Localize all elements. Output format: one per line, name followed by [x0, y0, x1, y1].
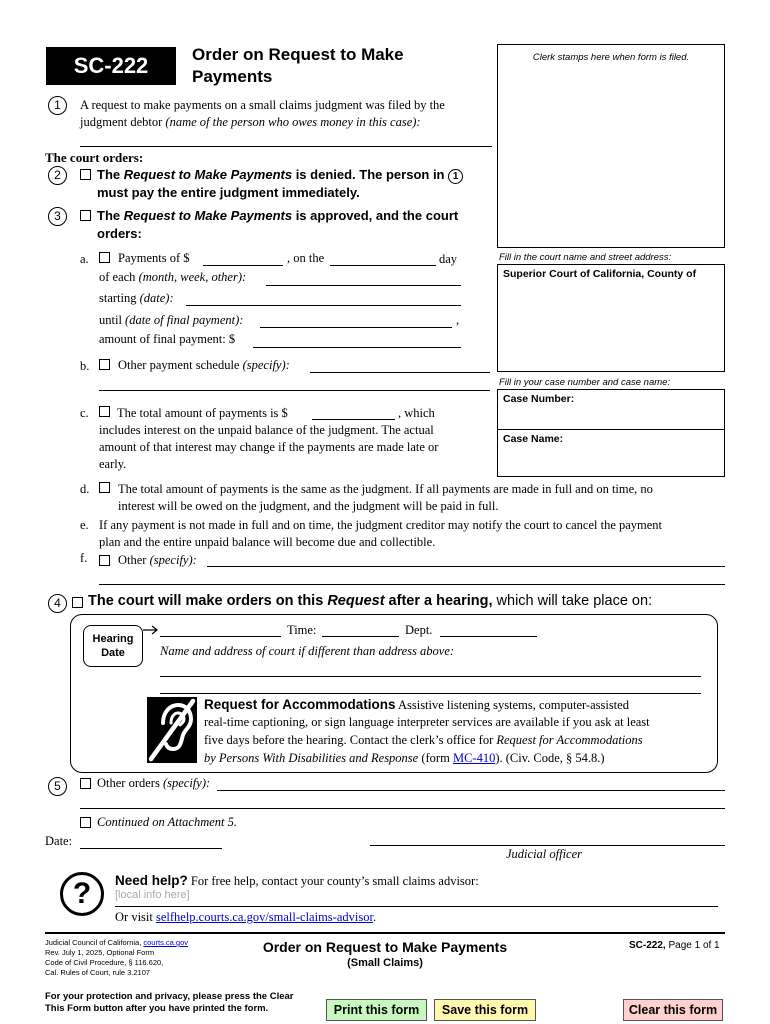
item-2-text: The Request to Make Payments is denied. The person in 1: [97, 167, 463, 184]
accommodations-text-2: real-time captioning, or sign language interpreter services are available if you ask at least: [204, 715, 650, 729]
hearing-date-badge: [83, 625, 143, 667]
signature-line[interactable]: [370, 845, 725, 846]
item-3a-checkbox[interactable]: [99, 252, 110, 263]
courts-link[interactable]: courts.ca.gov: [143, 938, 188, 947]
footer-title: Order on Request to Make Payments: [262, 939, 508, 955]
item-3e-text-2: plan and the entire unpaid balance will become due and collectible.: [99, 535, 436, 549]
item-3-checkbox[interactable]: [80, 210, 91, 221]
print-button[interactable]: Print this form: [326, 999, 427, 1021]
mc-410-link[interactable]: MC-410: [452, 751, 496, 765]
item-3-text: The Request to Make Payments is approved, and the court: [97, 208, 459, 223]
hearing-date-field[interactable]: [160, 623, 281, 637]
continued-checkbox[interactable]: [80, 817, 91, 828]
until-comma: ,: [456, 313, 460, 327]
final-payment-date-field[interactable]: [260, 314, 452, 328]
item-4-checkbox[interactable]: [72, 597, 83, 608]
court-orders-heading: The court orders:: [45, 150, 144, 165]
privacy-text: For your protection and privacy, please press the Clear: [45, 991, 294, 1002]
alt-court-address-label: Name and address of court if different than address above:: [160, 644, 455, 658]
item-3f-letter: f.: [80, 551, 88, 565]
item-3d-text-2: interest will be owed on the judgment, and the judgment will be paid in full.: [118, 499, 499, 513]
form-title-line1: Order on Request to Make: [192, 45, 404, 64]
other-orders-field-2[interactable]: [80, 795, 725, 809]
selfhelp-link[interactable]: selfhelp.courts.ca.gov/small-claims-advisor: [155, 910, 373, 924]
day-label: day: [439, 252, 458, 266]
each-label: of each (month, week, other):: [99, 270, 247, 284]
case-number-label: Case Number:: [503, 393, 575, 405]
item-3f-checkbox[interactable]: [99, 555, 110, 566]
court-name-box[interactable]: [497, 264, 725, 372]
local-info-field[interactable]: [local info here]: [115, 889, 190, 901]
footer-subtitle: (Small Claims): [347, 957, 423, 969]
other-orders-field[interactable]: [217, 777, 725, 791]
accommodations-text-3: five days before the hearing. Contact the clerk’s office for Request for Accommodations: [204, 733, 643, 747]
on-the-label: , on the: [287, 251, 325, 265]
item-3f-label: Other (specify):: [118, 553, 197, 567]
item-1-number: 1: [48, 96, 67, 115]
court-box-label: Fill in the court name and street address:: [499, 252, 672, 263]
total-payments-field[interactable]: [312, 406, 395, 420]
court-name-label: Superior Court of California, County of: [503, 268, 697, 280]
hearing-dept-field[interactable]: [440, 623, 537, 637]
accommodations-text: Request for Accommodations Assistive listening systems, computer-assisted: [204, 697, 629, 712]
alt-court-address-field-2[interactable]: [160, 680, 701, 694]
item-2-number: 2: [48, 166, 67, 185]
item-3b-letter: b.: [80, 359, 90, 373]
privacy-text-2: This Form button after you have printed the form.: [45, 1003, 269, 1014]
other-schedule-field[interactable]: [310, 359, 490, 373]
final-amount-label: amount of final payment: $: [99, 332, 236, 346]
footer-citation: Judicial Council of California, courts.ca.gov Rev. July 1, 2025, Optional Form Code of Civil Procedure, § 116.620, Cal. Rules of Court, rule 3.2107: [45, 938, 188, 977]
item-5-checkbox[interactable]: [80, 778, 91, 789]
judicial-officer-label: Judicial officer: [506, 847, 583, 861]
item-3d-letter: d.: [80, 482, 90, 496]
other-orders-f-field[interactable]: [207, 553, 725, 567]
dept-label: Dept.: [405, 623, 433, 637]
form-number: SC-222: [73, 53, 149, 78]
other-orders-f-field-2[interactable]: [99, 571, 725, 585]
item-1-reference: 1: [448, 169, 463, 184]
item-3b-checkbox[interactable]: [99, 359, 110, 370]
case-box-label: Fill in your case number and case name:: [499, 377, 671, 388]
which-label: , which: [398, 406, 435, 420]
other-schedule-label: Other payment schedule (specify):: [118, 358, 290, 372]
help-icon: ?: [60, 872, 104, 916]
arrow-right-icon: [143, 625, 159, 635]
clerk-stamp-box: [497, 44, 725, 248]
item-5-number: 5: [48, 777, 67, 796]
item-3-text-2: orders:: [97, 226, 142, 241]
case-name-label: Case Name:: [503, 433, 564, 445]
item-3c-text-2: includes interest on the unpaid balance of the judgment. The actual: [99, 423, 434, 437]
final-amount-field[interactable]: [253, 334, 461, 348]
item-3-number: 3: [48, 207, 67, 226]
item-1-text-2: judgment debtor (name of the person who owes money in this case):: [80, 115, 421, 129]
item-3e-text: If any payment is not made in full and on time, the judgment creditor may notify the court to cancel the payment: [99, 518, 663, 532]
until-label: until (date of final payment):: [99, 313, 244, 327]
item-3c-checkbox[interactable]: [99, 406, 110, 417]
item-3c-text-4: early.: [99, 457, 127, 471]
hearing-time-field[interactable]: [322, 623, 399, 637]
form-title-line2: Payments: [192, 67, 273, 86]
item-3d-checkbox[interactable]: [99, 482, 110, 493]
item-3d-text: The total amount of payments is the same as the judgment. If all payments are made in full and on time, no: [118, 482, 653, 496]
continued-label: Continued on Attachment 5.: [97, 815, 238, 829]
item-3c-letter: c.: [80, 406, 89, 420]
total-payments-label: The total amount of payments is $: [117, 406, 288, 420]
alt-court-address-field[interactable]: [160, 663, 701, 677]
item-3a-letter: a.: [80, 252, 89, 266]
case-name-box[interactable]: [497, 429, 725, 477]
footer-rule: [45, 932, 725, 934]
hearing-date-label: Date: [101, 647, 125, 659]
item-4-text: The court will make orders on this Request after a hearing, which will take place on:: [88, 593, 653, 609]
item-3c-text-3: amount of that interest may change if the payments are made late or: [99, 440, 439, 454]
form-number-box: [46, 47, 176, 85]
starting-label: starting (date):: [99, 291, 174, 305]
hearing-label: Hearing: [92, 633, 134, 645]
save-button[interactable]: Save this form: [434, 999, 536, 1021]
other-schedule-field-2[interactable]: [99, 377, 490, 391]
date-label: Date:: [45, 834, 73, 848]
need-help-text: Need help? For free help, contact your county’s small claims advisor:: [115, 873, 479, 888]
time-label: Time:: [287, 623, 317, 637]
item-5-label: Other orders (specify):: [97, 776, 211, 790]
item-3e-letter: e.: [80, 518, 89, 532]
item-4-number: 4: [48, 594, 67, 613]
payments-of-label: Payments of $: [118, 251, 190, 265]
item-2-text-2: must pay the entire judgment immediately.: [97, 185, 360, 200]
footer-page: SC-222, Page 1 of 1: [629, 940, 720, 951]
payment-period-field[interactable]: [266, 272, 461, 286]
clerk-stamp-label: Clerk stamps here when form is filed.: [532, 52, 690, 63]
item-2-checkbox[interactable]: [80, 169, 91, 180]
payment-day-field[interactable]: [330, 252, 436, 266]
debtor-name-field[interactable]: [80, 133, 492, 147]
date-field[interactable]: [80, 835, 222, 849]
hearing-assistance-icon: [147, 697, 197, 763]
local-info-underline: [115, 906, 718, 907]
clear-button[interactable]: Clear this form: [623, 999, 723, 1021]
starting-date-field[interactable]: [186, 292, 461, 306]
or-visit-text: Or visit selfhelp.courts.ca.gov/small-claims-advisor.: [115, 910, 377, 924]
accommodations-text-4: by Persons With Disabilities and Response (form MC-410). (Civ. Code, § 54.8.): [204, 751, 605, 765]
item-1-text: A request to make payments on a small claims judgment was filed by the: [80, 98, 445, 112]
payment-amount-field[interactable]: [203, 252, 283, 266]
case-number-box[interactable]: [497, 389, 725, 429]
